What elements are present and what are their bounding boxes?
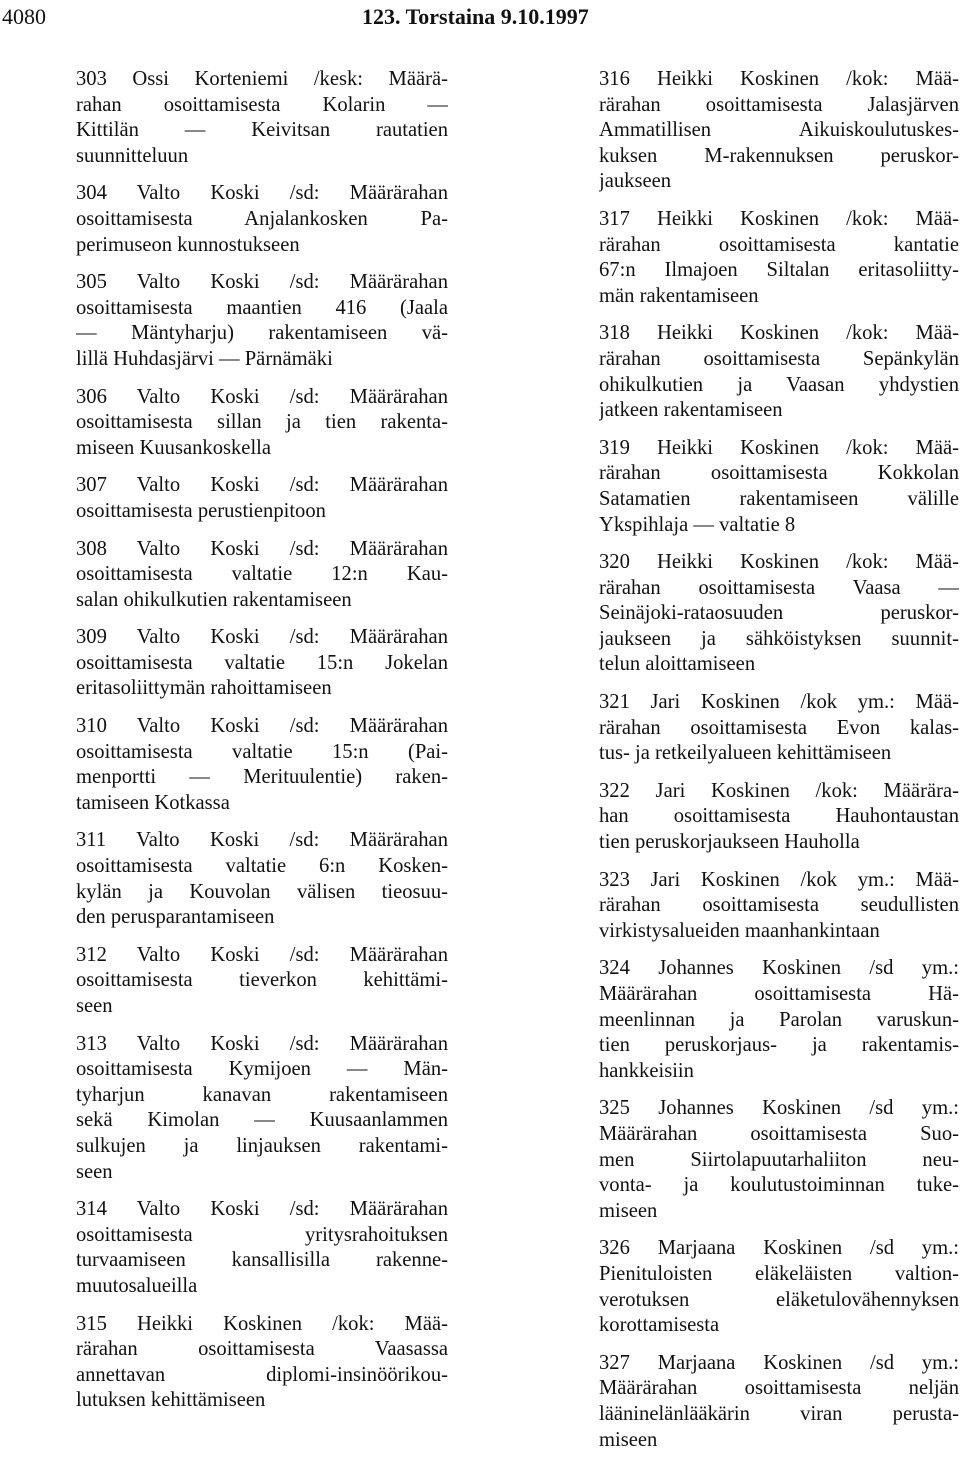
entry-line: osoittamisesta valtatie 15:n Jokelan bbox=[76, 651, 448, 674]
entry-line: 323 Jari Koskinen /kok ym.: Mää- bbox=[599, 868, 959, 891]
entry-line: miseen Kuusankoskella bbox=[76, 436, 272, 459]
entry-line: korottamisesta bbox=[599, 1314, 720, 1337]
motion-entry bbox=[76, 67, 448, 169]
entry-line: kylän ja Kouvolan välisen tieosuu- bbox=[76, 880, 448, 903]
entry-line: 309 Valto Koski /sd: Määrärahan bbox=[76, 626, 448, 649]
right-column bbox=[599, 67, 959, 1465]
entry-line: 326 Marjaana Koskinen /sd ym.: bbox=[599, 1237, 959, 1260]
entry-line: 310 Valto Koski /sd: Määrärahan bbox=[76, 715, 448, 738]
entry-line: rärahan osoittamisesta Jalasjärven bbox=[599, 93, 959, 116]
entry-line: 324 Johannes Koskinen /sd ym.: bbox=[599, 957, 959, 980]
entry-line: 327 Marjaana Koskinen /sd ym.: bbox=[599, 1351, 959, 1374]
entry-line: muutosalueilla bbox=[76, 1274, 198, 1297]
entry-line: 314 Valto Koski /sd: Määrärahan bbox=[76, 1198, 448, 1221]
motion-entry bbox=[599, 67, 959, 195]
entry-line: tyharjun kanavan rakentamiseen bbox=[76, 1083, 448, 1106]
entry-line: 303 Ossi Korteniemi /kesk: Määrä- bbox=[76, 68, 448, 90]
entry-line: lutuksen kehittämiseen bbox=[76, 1389, 266, 1412]
entry-line: osoittamisesta valtatie 6:n Kosken- bbox=[76, 855, 448, 878]
entry-line: lääninelänlääkärin viran perusta- bbox=[599, 1402, 959, 1425]
motion-entry bbox=[76, 943, 448, 1020]
entry-line: meenlinnan ja Parolan varuskun- bbox=[599, 1008, 959, 1031]
entry-line: 315 Heikki Koskinen /kok: Mää- bbox=[76, 1312, 448, 1335]
entry-line: Määrärahan osoittamisesta Suo- bbox=[599, 1122, 959, 1145]
entry-line: Määrärahan osoittamisesta neljän bbox=[599, 1377, 959, 1400]
entry-line: rahan osoittamisesta Kolarin — bbox=[76, 93, 448, 116]
motion-entry bbox=[599, 207, 959, 309]
motion-entry bbox=[76, 714, 448, 816]
entry-line: miseen bbox=[599, 1428, 658, 1451]
entry-line: kuksen M-rakennuksen peruskor- bbox=[599, 144, 959, 167]
entry-line: telun aloittamiseen bbox=[599, 653, 756, 676]
entry-line: tamiseen Kotkassa bbox=[76, 791, 230, 814]
motion-entry bbox=[599, 1236, 959, 1338]
motion-entry bbox=[599, 321, 959, 423]
entry-line: — Mäntyharju) rakentamiseen vä- bbox=[76, 322, 448, 345]
entry-line: men Siirtolapuutarhaliiton neu- bbox=[599, 1148, 959, 1171]
entry-line: Määrärahan osoittamisesta Hä- bbox=[599, 983, 959, 1005]
entry-line: Satamatien rakentamiseen välille bbox=[599, 487, 959, 510]
entry-line: verotuksen eläketulovähennyksen bbox=[599, 1288, 959, 1311]
entry-line: ohikulkutien ja Vaasan yhdystien bbox=[599, 373, 959, 396]
entry-line: menportti — Merituulentie) raken- bbox=[76, 766, 448, 789]
entry-line: 305 Valto Koski /sd: Määrärahan bbox=[76, 271, 448, 294]
entry-line: rärahan osoittamisesta Vaasassa bbox=[76, 1338, 448, 1361]
entry-line: 304 Valto Koski /sd: Määrärahan bbox=[76, 182, 448, 205]
motion-entry bbox=[599, 1096, 959, 1224]
entry-line: salan ohikulkutien rakentamiseen bbox=[76, 588, 352, 611]
motion-entry bbox=[599, 956, 959, 1084]
entry-line: miseen bbox=[599, 1199, 658, 1222]
entry-line: rärahan osoittamisesta Sepänkylän bbox=[599, 347, 959, 370]
entry-line: 318 Heikki Koskinen /kok: Mää- bbox=[599, 322, 959, 345]
motion-entry bbox=[599, 1351, 959, 1453]
entry-line: sulkujen ja linjauksen rakentami- bbox=[76, 1134, 448, 1157]
entry-line: 308 Valto Koski /sd: Määrärahan bbox=[76, 537, 448, 560]
motion-entry bbox=[76, 1312, 448, 1414]
entry-line: 321 Jari Koskinen /kok ym.: Mää- bbox=[599, 691, 959, 714]
entry-line: tien peruskorjaukseen Hauholla bbox=[599, 831, 860, 854]
entry-line: 317 Heikki Koskinen /kok: Mää- bbox=[599, 207, 959, 230]
entry-line: jaukseen ja sähköistyksen suunnit- bbox=[599, 627, 959, 650]
motion-entry bbox=[76, 473, 448, 524]
entry-line: sekä Kimolan — Kuusaanlammen bbox=[76, 1109, 448, 1132]
motion-entry bbox=[76, 385, 448, 462]
entry-line: 316 Heikki Koskinen /kok: Mää- bbox=[599, 68, 959, 90]
entry-line: annettavan diplomi-insinöörikou- bbox=[76, 1363, 448, 1386]
motion-entry bbox=[599, 690, 959, 767]
left-column bbox=[76, 67, 448, 1426]
entry-line: rärahan osoittamisesta kantatie bbox=[599, 233, 959, 256]
entry-line: osoittamisesta tieverkon kehittämi- bbox=[76, 969, 448, 992]
entry-line: Ammatillisen Aikuiskoulutuskes- bbox=[599, 119, 959, 142]
entry-line: 313 Valto Koski /sd: Määrärahan bbox=[76, 1032, 448, 1055]
entry-line: osoittamisesta Kymijoen — Män- bbox=[76, 1058, 448, 1081]
entry-line: män rakentamiseen bbox=[599, 284, 759, 307]
entry-line: 319 Heikki Koskinen /kok: Mää- bbox=[599, 436, 959, 459]
entry-line: 307 Valto Koski /sd: Määrärahan bbox=[76, 474, 448, 497]
entry-line: Kittilän — Keivitsan rautatien bbox=[76, 119, 448, 142]
motion-entry bbox=[599, 779, 959, 856]
entry-line: 311 Valto Koski /sd: Määrärahan bbox=[76, 829, 448, 852]
entry-line: virkistysalueiden maanhankintaan bbox=[599, 919, 880, 942]
entry-line: perimuseon kunnostukseen bbox=[76, 233, 300, 256]
entry-line: 306 Valto Koski /sd: Määrärahan bbox=[76, 385, 448, 408]
entry-line: rärahan osoittamisesta seudullisten bbox=[599, 894, 959, 917]
entry-line: 312 Valto Koski /sd: Määrärahan bbox=[76, 943, 448, 966]
entry-line: suunnitteluun bbox=[76, 144, 189, 167]
motion-entry bbox=[76, 828, 448, 930]
motion-entry bbox=[76, 1032, 448, 1186]
motion-entry bbox=[599, 436, 959, 538]
motion-entry bbox=[76, 1197, 448, 1299]
entry-line: 320 Heikki Koskinen /kok: Mää- bbox=[599, 551, 959, 574]
entry-line: osoittamisesta yritysrahoituksen bbox=[76, 1223, 448, 1246]
entry-line: tien peruskorjaus- ja rakentamis- bbox=[599, 1034, 959, 1057]
entry-line: eritasoliittymän rahoittamiseen bbox=[76, 677, 332, 700]
entry-line: lillä Huhdasjärvi — Pärnämäki bbox=[76, 347, 333, 370]
entry-line: rärahan osoittamisesta Evon kalas- bbox=[599, 716, 959, 739]
entry-line: vonta- ja koulutustoiminnan tuke- bbox=[599, 1174, 959, 1197]
entry-line: rärahan osoittamisesta Kokkolan bbox=[599, 462, 959, 485]
entry-line: seen bbox=[76, 995, 113, 1017]
entry-line: jatkeen rakentamiseen bbox=[599, 399, 783, 422]
entry-line: osoittamisesta perustienpitoon bbox=[76, 499, 326, 522]
entry-line: han osoittamisesta Hauhontaustan bbox=[599, 805, 959, 828]
entry-line: osoittamisesta valtatie 12:n Kau- bbox=[76, 563, 448, 586]
motion-entry bbox=[599, 868, 959, 945]
motion-entry bbox=[76, 270, 448, 372]
entry-line: Ykspihlaja — valtatie 8 bbox=[599, 513, 796, 536]
page-number: 4080 bbox=[2, 4, 46, 29]
entry-line: jaukseen bbox=[599, 170, 672, 193]
entry-line: seen bbox=[76, 1160, 113, 1183]
motion-entry bbox=[76, 537, 448, 614]
entry-line: hankkeisiin bbox=[599, 1059, 694, 1082]
motion-entry bbox=[599, 550, 959, 678]
entry-line: osoittamisesta Anjalankosken Pa- bbox=[76, 207, 448, 230]
motion-entry bbox=[76, 181, 448, 258]
running-title: 123. Torstaina 9.10.1997 bbox=[362, 4, 589, 29]
page-header bbox=[0, 4, 960, 30]
entry-line: 67:n Ilmajoen Siltalan eritasoliitty- bbox=[599, 259, 959, 282]
entry-line: tus- ja retkeilyalueen kehittämiseen bbox=[599, 742, 892, 765]
entry-line: den perusparantamiseen bbox=[76, 906, 275, 929]
entry-line: osoittamisesta maantien 416 (Jaala bbox=[76, 296, 448, 319]
entry-line: osoittamisesta sillan ja tien rakenta- bbox=[76, 411, 448, 434]
entry-line: Seinäjoki-rataosuuden peruskor- bbox=[599, 602, 959, 625]
entry-line: Pienituloisten eläkeläisten valtion- bbox=[599, 1262, 959, 1285]
entry-line: osoittamisesta valtatie 15:n (Pai- bbox=[76, 740, 448, 763]
entry-line: rärahan osoittamisesta Vaasa — bbox=[599, 576, 959, 599]
entry-line: turvaamiseen kansallisilla rakenne- bbox=[76, 1249, 448, 1272]
entry-line: 322 Jari Koskinen /kok: Määrära- bbox=[599, 779, 959, 802]
entry-line: 325 Johannes Koskinen /sd ym.: bbox=[599, 1097, 959, 1120]
motion-entry bbox=[76, 625, 448, 702]
